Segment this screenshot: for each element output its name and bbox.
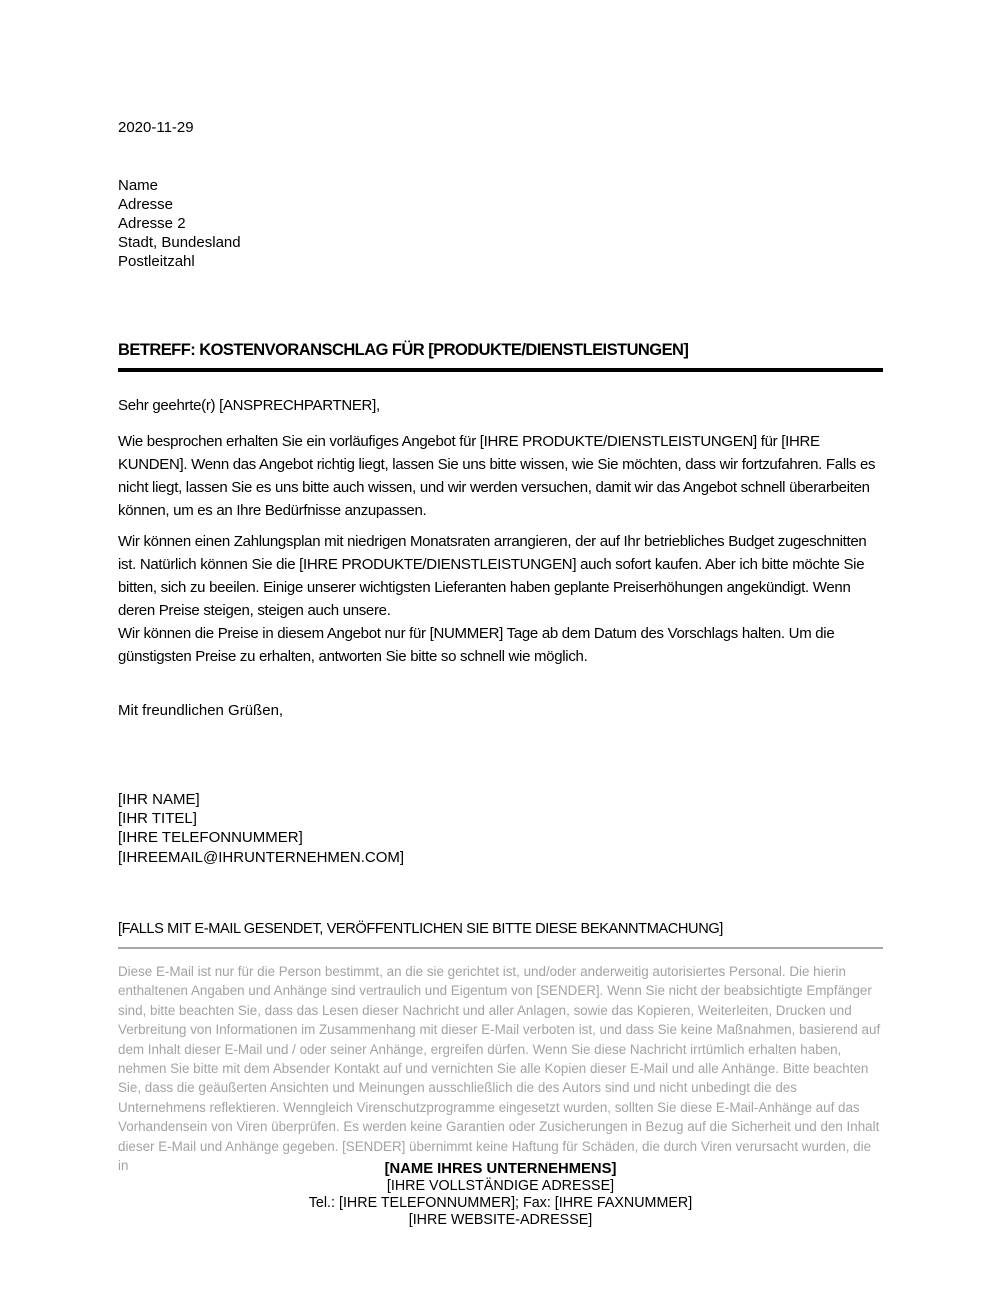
letter-date: 2020-11-29 [118,119,194,136]
footer-company-name: [NAME IHRES UNTERNEHMENS] [384,1161,617,1177]
closing-salutation: Mit freundlichen Grüßen, [118,702,284,719]
recipient-line-name: Name [118,177,159,194]
signature-phone: [IHRE TELEFONNUMMER] [118,829,303,847]
body-paragraph-2: Wir können einen Zahlungsplan mit niedrigen Monatsraten arrangieren, der auf Ihr betriebliches Budget zugeschnitten ist. Natürlich können Sie die [IHRE PRODUKTE/DIENSTLEISTUNGEN] auch sofort kaufen. Aber ich bitte möchte Sie bitten, sich zu beeilen. Einige unserer wichtigsten Lieferanten haben geplante Preiserhöhungen angekündigt. Wenn deren Preise steigen, steigen auch unsere. [118,533,867,619]
signature-name: [IHR NAME] [118,791,200,808]
recipient-line-postal-code: Postleitzahl [118,253,195,270]
subject-heading: BETREFF: KOSTENVORANSCHLAG FÜR [PRODUKTE/DIENSTLEISTUNGEN] [118,341,689,359]
recipient-line-city-state: Stadt, Bundesland [118,234,241,251]
footer-phone-fax: Tel.: [IHRE TELEFONNUMMER]; Fax: [IHRE FAXNUMMER] [308,1194,693,1211]
signature-email: [IHREEMAIL@IHRUNTERNEHMEN.COM] [118,848,405,866]
recipient-line-address2: Adresse 2 [118,215,186,232]
company-footer [118,1161,883,1229]
body-paragraph-1: Wie besprochen erhalten Sie ein vorläufiges Angebot für [IHRE PRODUKTE/DIENSTLEISTUNGEN] für [IHRE KUNDEN]. Wenn das Angebot richtig liegt, lassen Sie uns bitte wissen, wie Sie möchten, dass wir fortzufahren. Falls es nicht liegt, lassen Sie es uns bitte auch wissen, und wir werden versuchen, damit wir das Angebot schnell überarbeiten können, um es an Ihre Bedürfnisse anzupassen. [118,433,876,519]
email-notice-heading: [FALLS MIT E-MAIL GESENDET, VERÖFFENTLICHEN SIE BITTE DIESE BEKANNTMACHUNG] [118,921,723,937]
recipient-address-block [118,176,883,271]
notice-rule [118,947,883,949]
salutation: Sehr geehrte(r) [ANSPRECHPARTNER], [118,397,380,414]
footer-website: [IHRE WEBSITE-ADRESSE] [408,1211,593,1228]
signature-title: [IHR TITEL] [118,810,197,828]
recipient-line-address: Adresse [118,196,174,213]
confidentiality-disclaimer: Diese E-Mail ist nur für die Person bestimmt, an die sie gerichtet ist, und/oder anderweitig autorisiertes Personal. Die hierin enthaltenen Angaben und Anhänge sind vertraulich und Eigentum von [SENDER]. Wenn Sie nicht der beabsichtigte Empfänger sind, bitte beachten Sie, dass das Lesen dieser Nachricht und aller Anlagen, sowie das Kopieren, Weiterleiten, Drucken und Verbreitung von Informationen im Zusammenhang mit dieser E-Mail verboten ist, und dass Sie keine Maßnahmen, basierend auf dem Inhalt dieser E-Mail und / oder seiner Anhänge, ergreifen dürfen. Wenn Sie diese Nachricht irrtümlich erhalten haben, nehmen Sie bitte mit dem Absender Kontakt auf und vernichten Sie alle Kopien dieser E-Mail und alle Anhänge. Bitte beachten Sie, dass die geäußerten Ansichten und Meinungen ausschließlich die des Autors sind und nicht unbedingt die des Unternehmens reflektieren. Wenngleich Virenschutzprogramme eingesetzt wurden, sollten Sie diese E-Mail-Anhänge auf das Vorhandensein von Viren überprüfen. Es werden keine Garantien oder Zusicherungen in Bezug auf die Sicherheit und den Inhalt dieser E-Mail und Anhänge gegeben. [SENDER] übernimmt keine Haftung für Schäden, die durch Viren verursacht wurden, die in [118,964,881,1174]
body-paragraph-3: Wir können die Preise in diesem Angebot nur für [NUMMER] Tage ab dem Datum des Vorschlags halten. Um die günstigsten Preise zu erhalten, antworten Sie bitte so schnell wie möglich. [118,625,835,665]
footer-company-address: [IHRE VOLLSTÄNDIGE ADRESSE] [386,1177,615,1194]
signature-block [118,790,883,867]
subject-rule [118,368,883,372]
